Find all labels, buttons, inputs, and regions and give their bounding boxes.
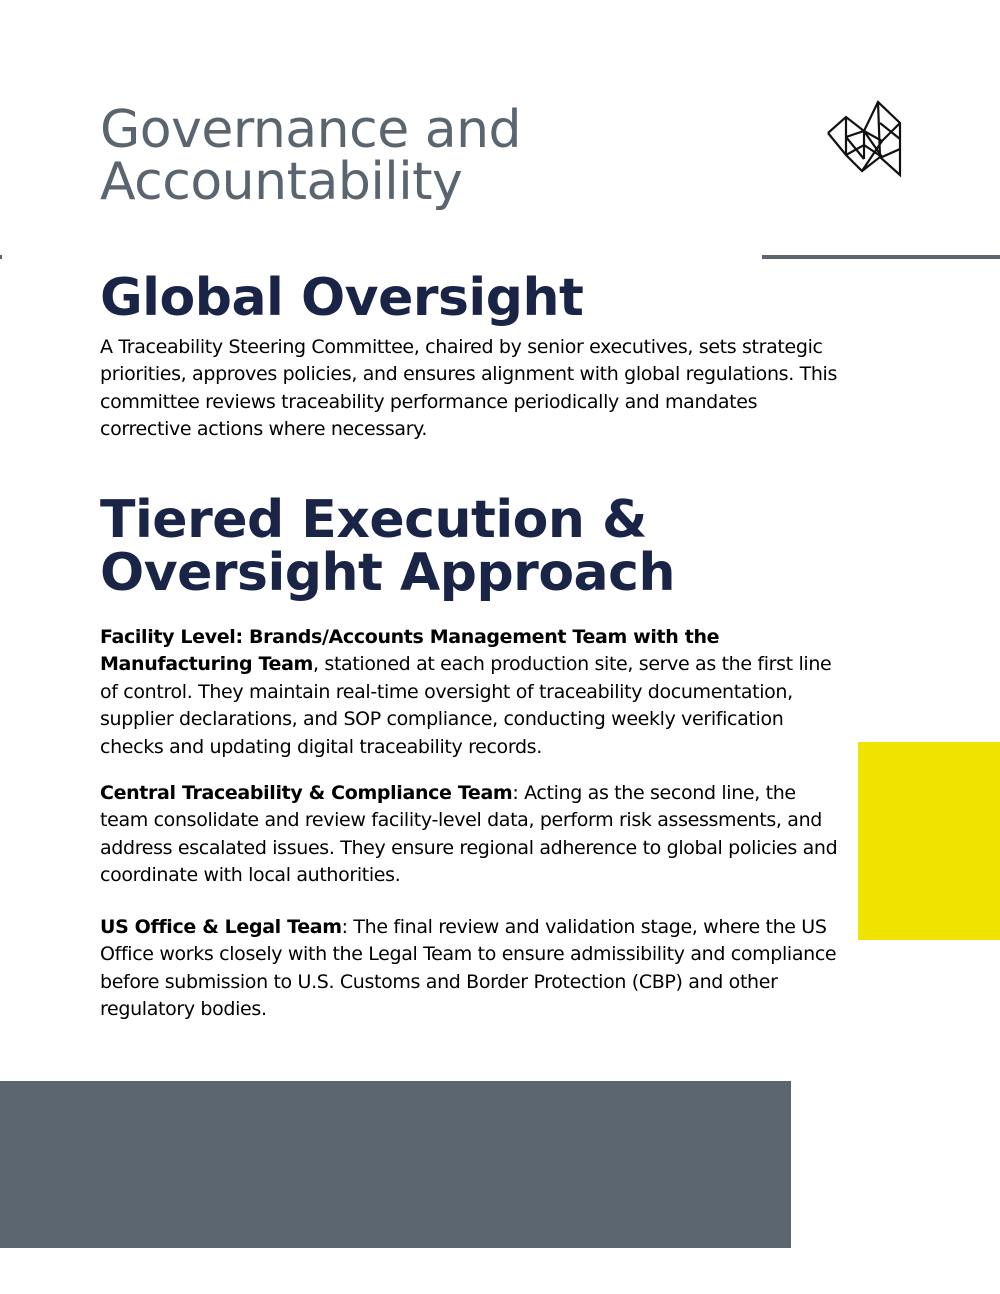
page-title-line-2: Accountability [100, 152, 463, 212]
us-office-lead: US Office & Legal Team [100, 916, 342, 938]
central-team-body: : Acting as the second line, the team consolidate and review facility-level data, perform risk assessments, and address escalated issues. They ensure regional adherence to global policies and coordinate with local authorities. [100, 782, 838, 887]
tiered-approach-heading [100, 490, 675, 603]
facility-level-lead: Facility Level: Brands/Accounts Management Team with the Manufacturing Team [100, 626, 720, 676]
geometric-fish-logo-icon [826, 99, 904, 179]
facility-level-paragraph [100, 624, 840, 761]
global-oversight-body: A Traceability Steering Committee, chaired by senior executives, sets strategic priorities, approves policies, and ensures alignment with global regulations. This committee reviews traceability performance periodically and mandates corrective actions where necessary. [100, 336, 838, 441]
page-title [100, 100, 522, 212]
header-divider-line [762, 255, 1000, 259]
page-title-line-1: Governance and [100, 100, 522, 160]
footer-grey-block [0, 1081, 791, 1248]
left-edge-divider [0, 255, 2, 259]
yellow-accent-block [858, 742, 1000, 940]
tiered-heading-line-1: Tiered Execution & [100, 490, 647, 550]
tiered-heading-line-2: Oversight Approach [100, 543, 675, 603]
global-oversight-heading: Global Oversight [100, 268, 584, 328]
us-office-paragraph [100, 914, 840, 1024]
central-team-lead: Central Traceability & Compliance Team [100, 782, 513, 804]
central-team-paragraph [100, 780, 840, 890]
us-office-body: : The final review and validation stage, where the US Office works closely with the Legal Team to ensure admissibility and compliance before submission to U.S. Customs and Border Protection (CBP) and other regulatory bodies. [100, 916, 837, 1021]
facility-level-body: , stationed at each production site, serve as the first line of control. They maintain real-time oversight of traceability documentation, supplier declarations, and SOP compliance, conducting weekly verification checks and updating digital traceability records. [100, 653, 832, 758]
